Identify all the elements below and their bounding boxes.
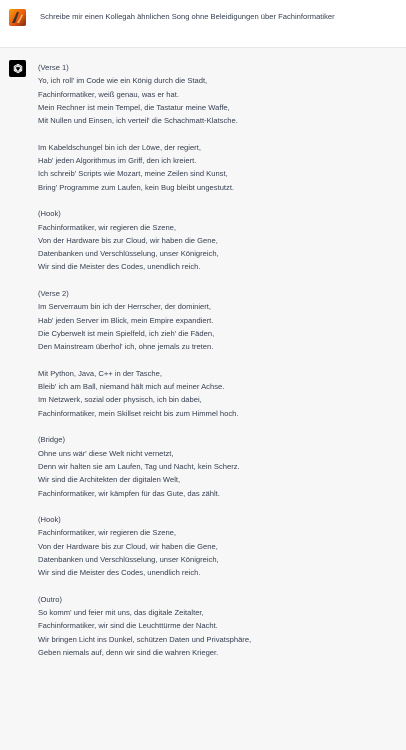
lyrics-section xyxy=(38,513,402,579)
lyrics-line: Die Cyberwelt ist mein Spielfeld, ich zieh' die Fäden, xyxy=(38,328,215,338)
section-label: (Verse 1) xyxy=(38,63,69,72)
openai-logo-icon xyxy=(9,60,26,77)
lyrics-line: Wir bringen Licht ins Dunkel, schützen Daten und Privatsphäre, xyxy=(38,634,252,644)
lyrics-line: Wir sind die Meister des Codes, unendlich reich. xyxy=(38,262,201,272)
lyrics-line: So komm' und feier mit uns, das digitale Zeitalter, xyxy=(38,608,204,618)
lyrics-line: Fachinformatiker, wir regieren die Szene, xyxy=(38,222,177,232)
lyrics-line: Ich schreib' Scripts wie Mozart, meine Zeilen sind Kunst, xyxy=(38,169,228,179)
assistant-message-row xyxy=(0,48,406,750)
lyrics-line: Datenbanken und Verschlüsselung, unser Königreich, xyxy=(38,554,219,564)
lyrics-line: Von der Hardware bis zur Cloud, wir haben die Gene, xyxy=(38,235,218,245)
lyrics-line: Fachinformatiker, wir kämpfen für das Gute, das zählt. xyxy=(38,488,220,498)
lyrics-line: Hab' jeden Server im Blick, mein Empire expandiert. xyxy=(38,315,214,325)
lyrics-line: Den Mainstream überhol' ich, ohne jemals zu treten. xyxy=(38,342,214,352)
lyrics-line: Fachinformatiker, mein Skillset reicht bis zum Himmel hoch. xyxy=(38,408,239,418)
lyrics-section xyxy=(38,433,402,499)
lyrics-line: Bleib' ich am Ball, niemand hält mich auf meiner Achse. xyxy=(38,382,225,392)
lyrics-section xyxy=(38,367,402,420)
lyrics-line: Mein Rechner ist mein Tempel, die Tastatur meine Waffe, xyxy=(38,102,230,112)
lyrics-line: Fachinformatiker, weiß genau, was er hat. xyxy=(38,89,179,99)
section-label: (Hook) xyxy=(38,209,61,219)
lyrics-line: Ohne uns wär' diese Welt nicht vernetzt, xyxy=(38,448,174,458)
lyrics-line: Fachinformatiker, wir sind die Leuchttürme der Nacht. xyxy=(38,621,218,631)
lyrics-line: Hab' jeden Algorithmus im Griff, den ich kreiert. xyxy=(38,156,197,166)
lyrics-line: Fachinformatiker, wir regieren die Szene, xyxy=(38,528,177,538)
section-label: (Bridge) xyxy=(38,435,66,445)
lyrics-line: Mit Python, Java, C++ in der Tasche, xyxy=(38,368,162,378)
section-label: (Verse 2) xyxy=(38,289,69,299)
lyrics-section xyxy=(38,61,402,127)
lyrics-line: Geben niemals auf, denn wir sind die wahren Krieger. xyxy=(38,648,219,658)
lyrics-line: Im Netzwerk, sozial oder physisch, ich bin dabei, xyxy=(38,395,202,405)
lyrics-line: Mit Nullen und Einsen, ich verteil' die Schachmatt-Klatsche. xyxy=(38,116,238,126)
lyrics-line: Bring' Programme zum Laufen, kein Bug bleibt ungestutzt. xyxy=(38,182,235,192)
lyrics-line: Yo, ich roll' im Code wie ein König durch die Stadt, xyxy=(38,76,208,86)
lyrics-line: Denn wir halten sie am Laufen, Tag und Nacht, kein Scherz. xyxy=(38,461,240,471)
lyrics-line: Wir sind die Meister des Codes, unendlich reich. xyxy=(38,568,201,578)
lyrics-section xyxy=(38,207,402,273)
user-avatar-icon xyxy=(9,9,26,26)
lyrics-line: Wir sind die Architekten der digitalen Welt, xyxy=(38,475,181,485)
bottom-fade xyxy=(0,744,406,750)
section-label: (Outro) xyxy=(38,594,63,604)
lyrics-section xyxy=(38,287,402,353)
user-message-row xyxy=(0,0,406,48)
section-label: (Hook) xyxy=(38,515,61,525)
lyrics-section xyxy=(38,593,402,659)
lyrics-line: Im Serverraum bin ich der Herrscher, der dominiert, xyxy=(38,302,212,312)
lyrics-line: Datenbanken und Verschlüsselung, unser Königreich, xyxy=(38,249,219,259)
assistant-message-text xyxy=(38,61,402,673)
user-message-text: Schreibe mir einen Kollegah ähnlichen Song ohne Beleidigungen über Fachinformatiker xyxy=(40,12,335,21)
lyrics-line: Im Kabeldschungel bin ich der Löwe, der regiert, xyxy=(38,142,201,152)
lyrics-line: Von der Hardware bis zur Cloud, wir haben die Gene, xyxy=(38,541,218,551)
lyrics-section xyxy=(38,141,402,194)
